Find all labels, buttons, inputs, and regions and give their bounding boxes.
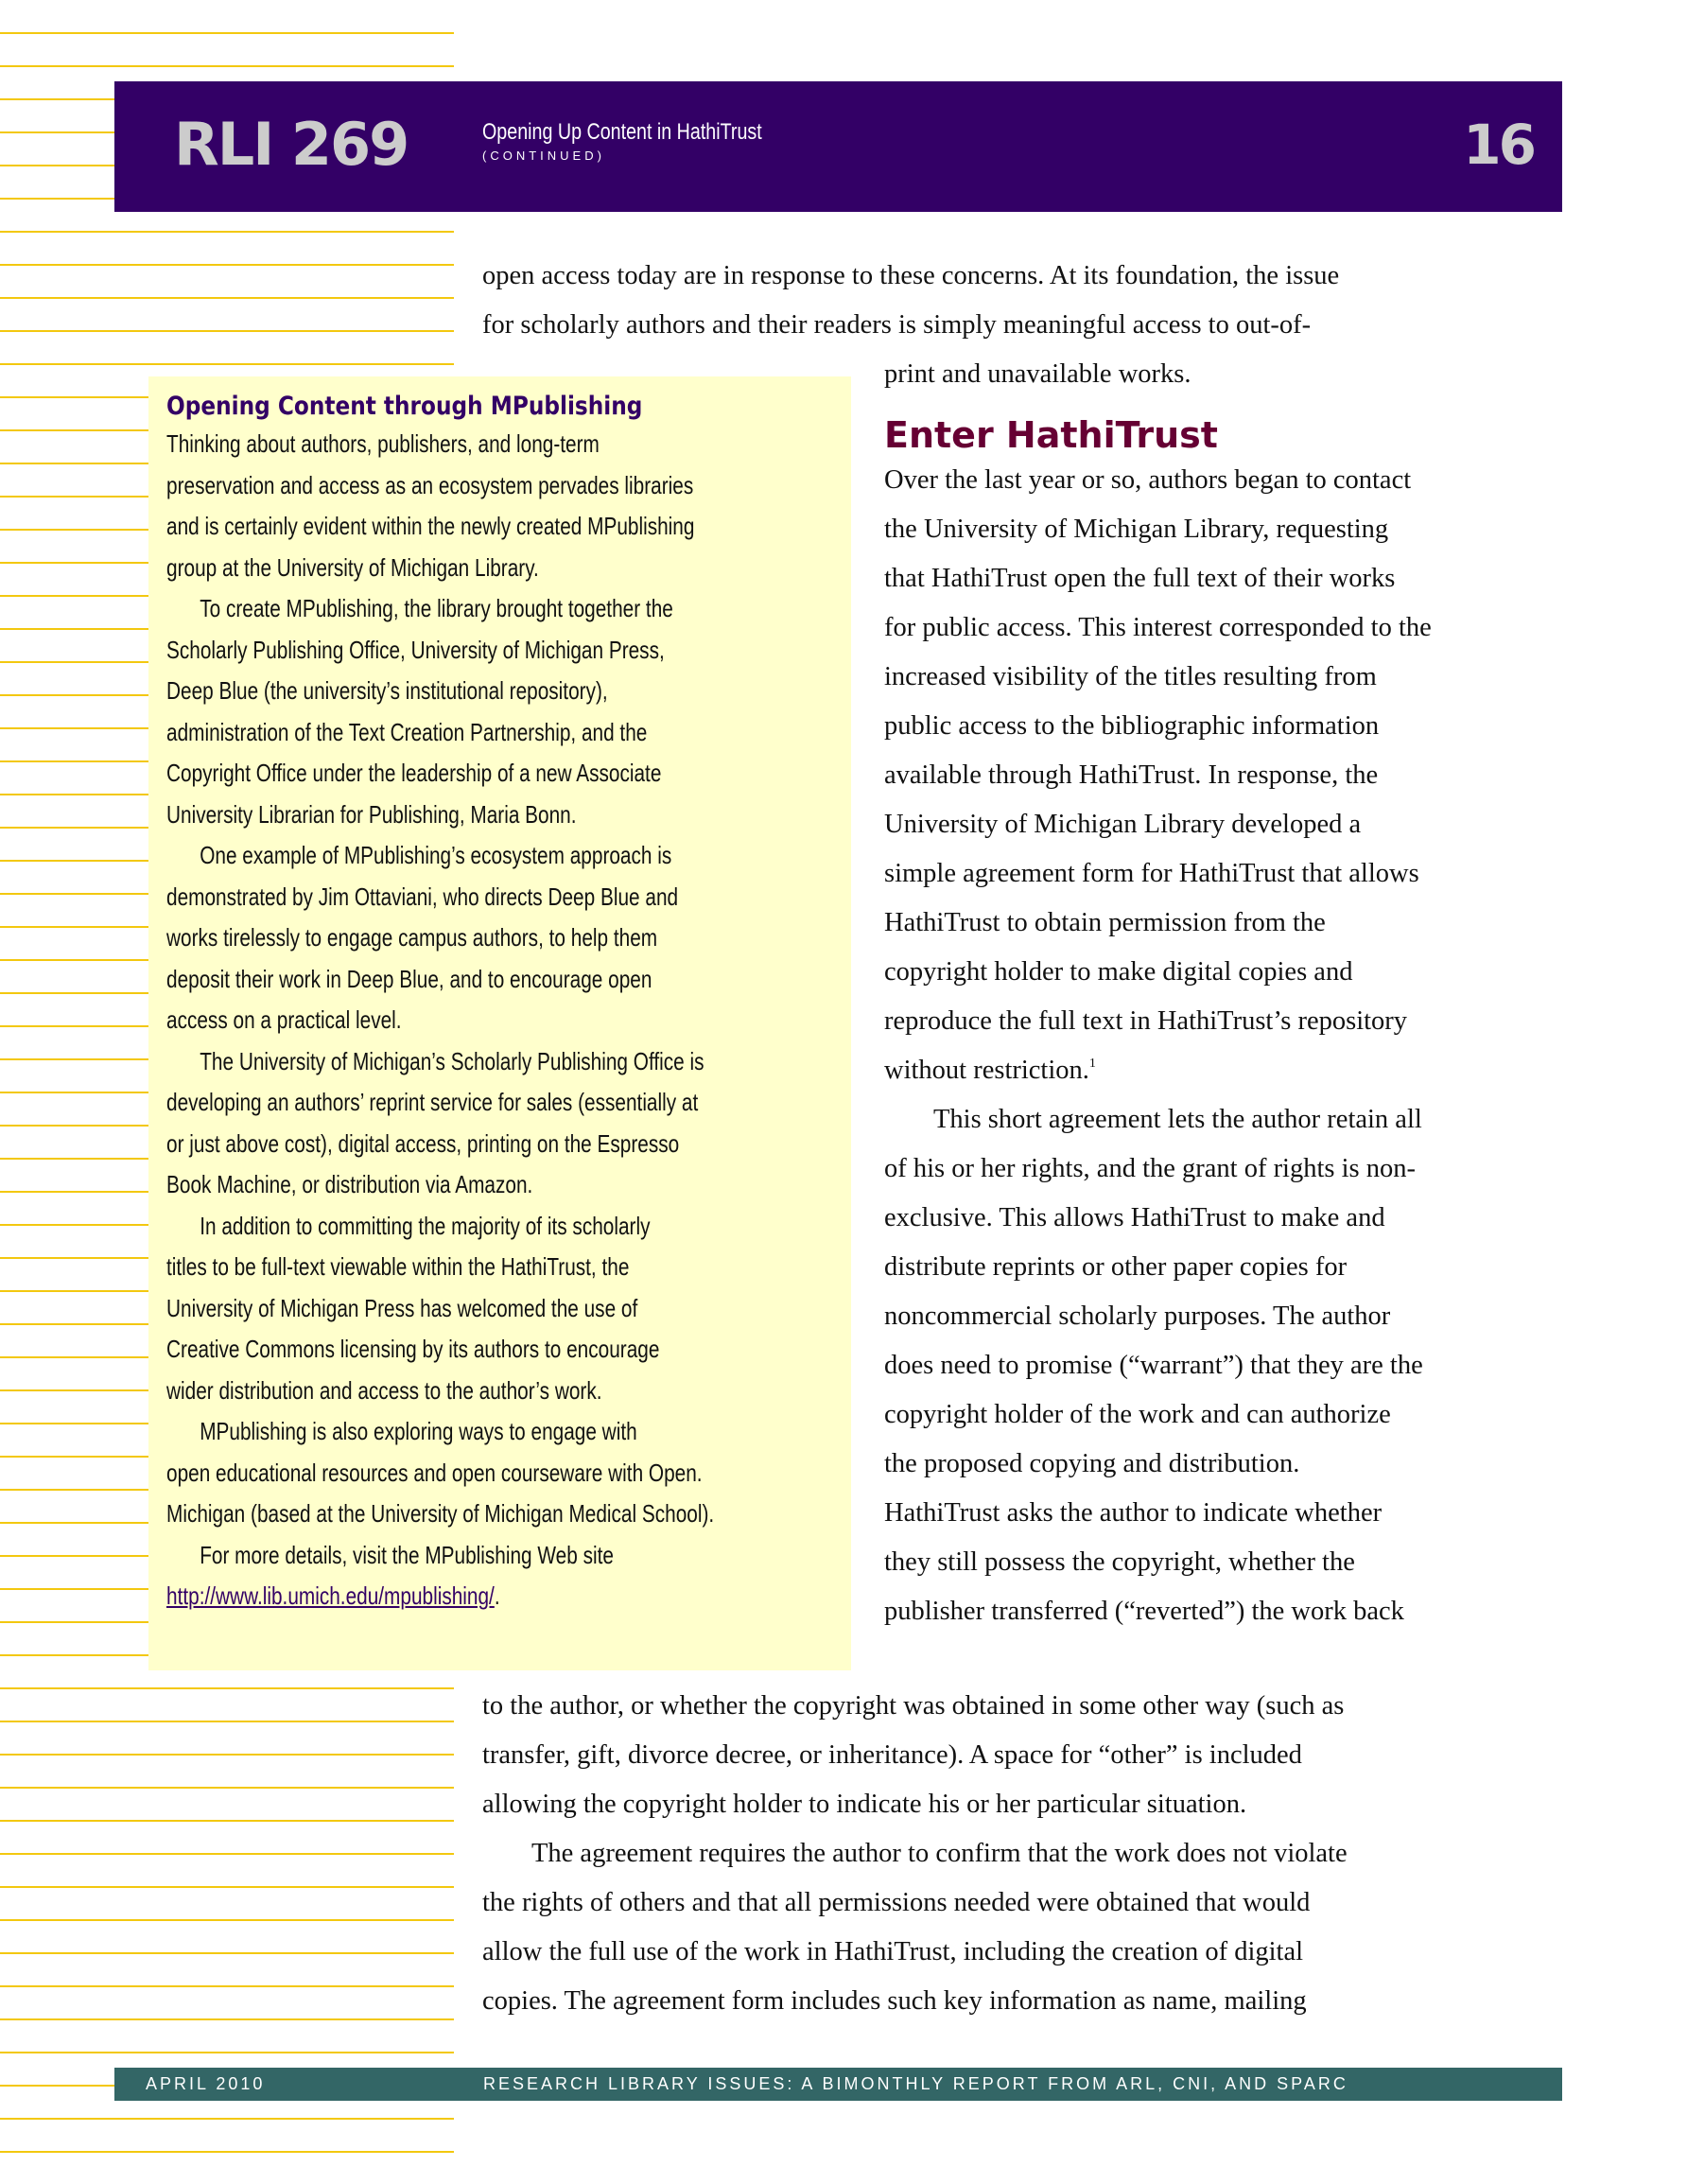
rule-line bbox=[0, 297, 454, 299]
sidebar-line: preservation and access as an ecosystem pervades libraries bbox=[166, 470, 694, 499]
body-line: open access today are in response to these concerns. At its foundation, the issue bbox=[482, 261, 1340, 290]
body-line: available through HathiTrust. In response, the bbox=[884, 760, 1379, 790]
sidebar-line: Copyright Office under the leadership of a new Associate bbox=[166, 759, 662, 787]
sidebar-line: Scholarly Publishing Office, University of Michigan Press, bbox=[166, 635, 665, 664]
rule-line bbox=[0, 1754, 454, 1756]
sidebar-line: University Librarian for Publishing, Maria Bonn. bbox=[166, 799, 577, 829]
body-line: they still possess the copyright, whether the bbox=[884, 1547, 1355, 1577]
body-line: copyright holder of the work and can authorize bbox=[884, 1400, 1391, 1429]
rule-line bbox=[0, 330, 454, 332]
sidebar-line: group at the University of Michigan Library. bbox=[166, 552, 539, 582]
body-line: reproduce the full text in HathiTrust’s repository bbox=[884, 1006, 1408, 1036]
rule-line bbox=[0, 231, 454, 233]
sidebar-line: deposit their work in Deep Blue, and to encourage open bbox=[166, 964, 652, 993]
body-line: public access to the bibliographic information bbox=[884, 711, 1380, 741]
rule-line bbox=[0, 65, 454, 67]
page-header-band bbox=[114, 81, 1562, 212]
main-text-top bbox=[482, 252, 1339, 350]
body-line: increased visibility of the titles resulting from bbox=[884, 662, 1377, 691]
rule-line bbox=[0, 1985, 454, 1987]
sidebar-line: works tirelessly to engage campus authors, to help them bbox=[166, 923, 658, 952]
sidebar-heading: Opening Content through MPublishing bbox=[166, 392, 643, 421]
body-line: The agreement requires the author to confirm that the work does not violate bbox=[531, 1839, 1348, 1868]
page-footer-band bbox=[114, 2068, 1562, 2101]
rule-line bbox=[0, 1721, 454, 1722]
sidebar-link-line bbox=[166, 1576, 711, 1617]
sidebar-line: open educational resources and open courseware with Open. bbox=[166, 1458, 703, 1487]
page-number: 16 bbox=[1463, 113, 1534, 177]
mpublishing-link[interactable]: http://www.lib.umich.edu/mpublishing/ bbox=[166, 1581, 495, 1610]
rule-line bbox=[0, 1886, 454, 1888]
sidebar-line: Creative Commons licensing by its authors to encourage bbox=[166, 1335, 660, 1363]
rule-line bbox=[0, 32, 454, 34]
rule-line bbox=[0, 2151, 454, 2153]
main-text-right-column bbox=[884, 350, 1565, 1636]
rule-line bbox=[0, 2118, 454, 2120]
sidebar-line: wider distribution and access to the author’s work. bbox=[166, 1375, 602, 1405]
sidebar-line: University of Michigan Press has welcomed the use of bbox=[166, 1293, 638, 1322]
rule-line bbox=[0, 1820, 454, 1822]
sidebar-line: access on a practical level. bbox=[166, 1005, 402, 1034]
body-line: exclusive. This allows HathiTrust to make and bbox=[884, 1203, 1385, 1232]
body-line: copyright holder to make digital copies and bbox=[884, 957, 1353, 987]
sidebar-line: For more details, visit the MPublishing Web site bbox=[200, 1540, 614, 1569]
body-line: the rights of others and that all permissions needed were obtained that would bbox=[482, 1888, 1311, 1917]
body-line: simple agreement form for HathiTrust that allows bbox=[884, 859, 1419, 888]
paragraph-short-agreement bbox=[884, 1095, 1565, 1636]
body-line: Over the last year or so, authors began to contact bbox=[884, 465, 1412, 495]
link-suffix: . bbox=[494, 1581, 500, 1610]
body-line: publisher transferred (“reverted”) the work back bbox=[884, 1597, 1404, 1626]
sidebar-line: administration of the Text Creation Partnership, and the bbox=[166, 717, 648, 746]
body-line: distribute reprints or other paper copies for bbox=[884, 1252, 1348, 1282]
sidebar-line: To create MPublishing, the library brought together the bbox=[200, 594, 673, 622]
body-line: the proposed copying and distribution. bbox=[884, 1449, 1300, 1478]
issue-number: RLI 269 bbox=[174, 110, 409, 179]
body-line: University of Michigan Library developed a bbox=[884, 810, 1362, 839]
body-line: allowing the copyright holder to indicate his or her particular situation. bbox=[482, 1790, 1247, 1819]
body-line: HathiTrust asks the author to indicate whether bbox=[884, 1498, 1383, 1528]
continued-label: (CONTINUED) bbox=[482, 149, 605, 163]
body-line: does need to promise (“warrant”) that they are the bbox=[884, 1351, 1423, 1380]
sidebar-line: MPublishing is also exploring ways to engage with bbox=[200, 1417, 637, 1445]
body-line: transfer, gift, divorce decree, or inheritance). A space for “other” is included bbox=[482, 1740, 1302, 1770]
sidebar-line: and is certainly evident within the newly created MPublishing bbox=[166, 512, 695, 540]
footer-date: APRIL 2010 bbox=[146, 2074, 266, 2093]
rule-line bbox=[0, 363, 454, 365]
body-line-text: without restriction. bbox=[884, 1056, 1089, 1085]
body-line: print and unavailable works. bbox=[884, 359, 1191, 389]
footer-publication: RESEARCH LIBRARY ISSUES: A BIMONTHLY REPORT FROM ARL, CNI, AND SPARC bbox=[483, 2074, 1348, 2093]
body-line: noncommercial scholarly purposes. The author bbox=[884, 1302, 1391, 1331]
sidebar-line: demonstrated by Jim Ottaviani, who directs Deep Blue and bbox=[166, 882, 679, 911]
rule-line bbox=[0, 264, 454, 266]
sidebar-line: developing an authors’ reprint service for sales (essentially at bbox=[166, 1088, 699, 1116]
paragraph-enter-hathitrust bbox=[884, 456, 1565, 1095]
main-text-bottom bbox=[482, 1682, 1348, 2026]
rule-line bbox=[0, 1853, 454, 1855]
rule-line bbox=[0, 2052, 454, 2053]
rule-line bbox=[0, 1919, 454, 1921]
sidebar-line: or just above cost), digital access, printing on the Espresso bbox=[166, 1128, 680, 1158]
body-line: of his or her rights, and the grant of rights is non- bbox=[884, 1154, 1416, 1183]
sidebar-line: One example of MPublishing’s ecosystem approach is bbox=[200, 841, 672, 869]
rule-line bbox=[0, 2018, 454, 2020]
article-title: Opening Up Content in HathiTrust bbox=[482, 119, 762, 145]
footnote-marker[interactable]: 1 bbox=[1088, 1057, 1096, 1071]
body-line: HathiTrust to obtain permission from the bbox=[884, 908, 1326, 937]
sidebar-line: Book Machine, or distribution via Amazon. bbox=[166, 1170, 533, 1198]
body-line: This short agreement lets the author retain all bbox=[933, 1105, 1422, 1134]
rule-line bbox=[0, 1952, 454, 1954]
sidebar-line: Michigan (based at the University of Michigan Medical School). bbox=[166, 1499, 715, 1528]
body-line: that HathiTrust open the full text of their works bbox=[884, 564, 1396, 593]
body-line: for public access. This interest corresponded to the bbox=[884, 613, 1432, 642]
sidebar-text bbox=[166, 424, 847, 1576]
body-line bbox=[884, 1046, 1565, 1095]
section-heading: Enter HathiTrust bbox=[884, 414, 1218, 456]
sidebar-line: Thinking about authors, publishers, and long-term bbox=[166, 429, 600, 458]
rule-line bbox=[0, 1687, 454, 1689]
rule-line bbox=[0, 1787, 454, 1789]
sidebar-line: Deep Blue (the university’s institutional repository), bbox=[166, 676, 608, 705]
sidebar-line: titles to be full-text viewable within the HathiTrust, the bbox=[166, 1252, 630, 1281]
body-line: copies. The agreement form includes such key information as name, mailing bbox=[482, 1986, 1307, 2016]
sidebar-line: In addition to committing the majority of its scholarly bbox=[200, 1211, 651, 1240]
sidebar-box-mpublishing bbox=[148, 376, 851, 1670]
sidebar-line: The University of Michigan’s Scholarly Publishing Office is bbox=[200, 1046, 704, 1075]
body-line: for scholarly authors and their readers is simply meaningful access to out-of- bbox=[482, 310, 1312, 340]
body-line: allow the full use of the work in HathiTrust, including the creation of digital bbox=[482, 1937, 1304, 1966]
body-line: the University of Michigan Library, requesting bbox=[884, 515, 1389, 544]
body-line: to the author, or whether the copyright was obtained in some other way (such as bbox=[482, 1691, 1345, 1721]
